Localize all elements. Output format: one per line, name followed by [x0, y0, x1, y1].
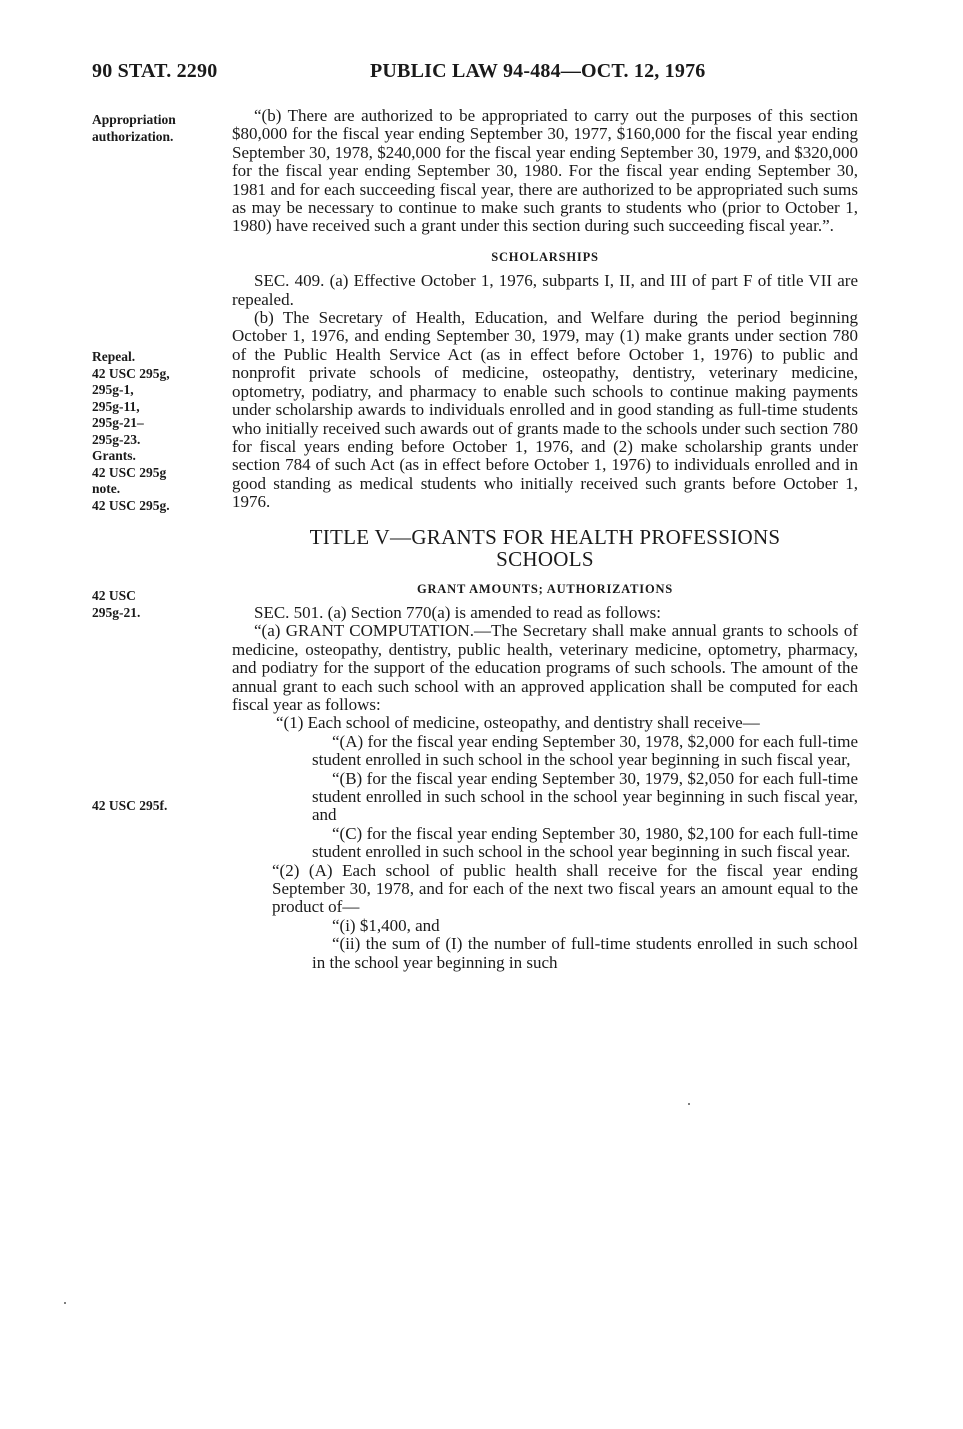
margin-note-line: 295g-21–	[92, 415, 144, 430]
section-501-a: SEC. 501. (a) Section 770(a) is amended to read as follows:	[254, 602, 661, 622]
main-text	[232, 107, 858, 972]
margin-note-line: 295g-23.	[92, 431, 141, 447]
margin-note-line: note.	[92, 481, 121, 496]
margin-note-appropriation	[92, 112, 176, 145]
margin-note-42usc-295f	[92, 798, 167, 815]
grant-computation-label: GRANT COMPUTATION.	[285, 621, 474, 641]
scan-speck	[688, 1103, 690, 1105]
margin-note-42usc-295g21	[92, 588, 140, 621]
section-409-b: (b) The Secretary of Health, Education, and Welfare during the period beginning October 1, 1976, and ending September 30, 1979, may (1) make grants under section 780 of the Public Health Service Act (as in effect before October 1, 1976) to public and nonprofit private schools of medicine, osteopathy, dentistry, veterinary medicine, optometry, podiatry, and pharmacy to enable such schools to continue making payments under scholarship awards to individuals enrolled and in good standing as full-time students who initially received such awards out of grants made to the schools under such section 780 for fiscal years ending before October 1, 1976, and (2) make scholarship grants under section 784 of such Act (as in effect before October 1, 1976) to individuals enrolled and in good standing as medical students who initially received such grants before October 1, 1976.	[232, 308, 858, 512]
item-1: “(1) Each school of medicine, osteopathy, and dentistry shall receive—	[276, 713, 760, 733]
section-409-a: SEC. 409. (a) Effective October 1, 1976, subparts I, II, and III of part F of title VII are repealed.	[232, 271, 858, 309]
running-title: PUBLIC LAW 94-484—OCT. 12, 1976	[370, 60, 706, 82]
margin-note-line: 42 USC 295g.	[92, 497, 170, 513]
margin-note-line: 295g-21.	[92, 604, 141, 620]
margin-note-line: Repeal.	[92, 349, 136, 364]
item-1-A: “(A) for the fiscal year ending September 30, 1978, $2,000 for each full-time student enrolled in such school in the school year beginning in such fiscal year,	[312, 731, 858, 770]
page-reference: 90 STAT. 2290	[92, 60, 218, 82]
item-2-A-i: “(i) $1,400, and	[332, 915, 440, 935]
margin-note-repeal	[92, 349, 170, 514]
margin-note-line: Grants.	[92, 448, 136, 463]
title-v-line-1: TITLE V—GRANTS FOR HEALTH PROFESSIONS	[309, 524, 781, 549]
grant-computation-open: “(a)	[254, 621, 286, 641]
margin-note-line: 42 USC 295g,	[92, 365, 170, 381]
margin-note-line: Appropriation	[92, 112, 176, 127]
item-1-B: “(B) for the fiscal year ending September 30, 1979, $2,050 for each full-time student enrolled in such school in the school year beginning in such fiscal year, and	[312, 768, 858, 825]
margin-note-line: authorization.	[92, 128, 174, 144]
item-2-A-ii: “(ii) the sum of (I) the number of full-time students enrolled in such school in the school year beginning in such	[312, 934, 858, 972]
paragraph-b-appropriations: “(b) There are authorized to be appropriated to carry out the purposes of this section $80,000 for the fiscal year ending September 30, 1977, $160,000 for the fiscal year ending September 30, 1978, $240,000 for the fiscal year ending September 30, 1979, and $320,000 for the fiscal year ending September 30, 1980. For the fiscal year ending September 30, 1981 and for each succeeding fiscal year, there are authorized to be appropriated such sums as may be necessary to continue to make such grants to students who (prior to October 1, 1980) have received such a grant under this section during such succeeding fiscal year.”.	[232, 106, 858, 236]
item-1-C: “(C) for the fiscal year ending September 30, 1980, $2,100 for each full-time student enrolled in such school in the school year beginning in such fiscal year.	[312, 823, 858, 862]
title-v-line-2: SCHOOLS	[496, 546, 594, 571]
margin-note-line: 295g-1,	[92, 382, 134, 397]
scan-speck	[64, 1302, 66, 1304]
grant-computation-paragraph	[232, 622, 858, 714]
heading-grant-amounts: GRANT AMOUNTS; AUTHORIZATIONS	[416, 581, 674, 596]
heading-scholarships: SCHOLARSHIPS	[491, 249, 599, 264]
grant-computation-text: —The Secretary shall make annual grants to schools of medicine, osteopathy, dentistry, public health, veterinary medicine, optometry, pharmacy, and podiatry for the support of the education programs of such schools. The amount of the annual grant to each such school with an approved application shall be computed for each fiscal year as follows:	[232, 621, 858, 714]
margin-note-line: 295g-11,	[92, 398, 140, 414]
margin-note-line: 42 USC 295g	[92, 464, 167, 480]
margin-note-line: 42 USC 295f.	[92, 798, 168, 813]
margin-note-line: 42 USC	[92, 588, 136, 603]
item-2-A: “(2) (A) Each school of public health shall receive for the fiscal year ending September 30, 1978, and for each of the next two fiscal years an amount equal to the product of—	[272, 860, 858, 917]
title-v-heading	[232, 526, 858, 570]
